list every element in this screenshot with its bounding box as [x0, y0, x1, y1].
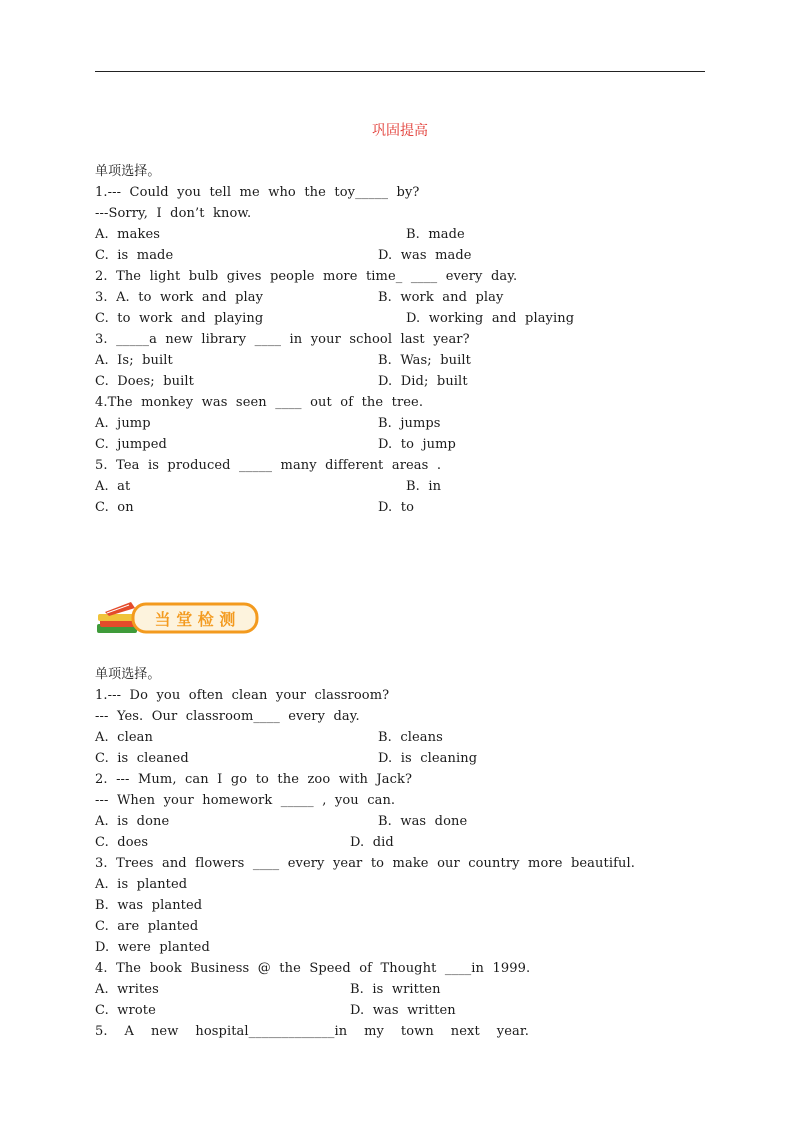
- option-b: B. was done: [378, 814, 468, 829]
- option-a: A. makes: [95, 227, 161, 242]
- option-b: B. jumps: [378, 416, 441, 431]
- question-reply: --- When your homework _____ , you can.: [95, 793, 396, 808]
- option-b: B. made: [406, 227, 465, 242]
- option-c: C. are planted: [95, 919, 199, 934]
- option-a: A. is done: [95, 814, 170, 829]
- option-c: C. on: [95, 500, 134, 515]
- option-a: 3. A. to work and play: [95, 290, 264, 305]
- option-b: B. is written: [350, 982, 441, 997]
- option-a: A. jump: [95, 416, 151, 431]
- question-stem: 5. Tea is produced _____ many different areas .: [95, 458, 442, 473]
- section-title: 巩固提高: [372, 123, 428, 139]
- question-stem: 4.The monkey was seen ____ out of the tree.: [95, 395, 424, 410]
- option-d: D. working and playing: [406, 311, 575, 326]
- option-c: C. is made: [95, 248, 174, 263]
- option-c: C. Does; built: [95, 374, 194, 389]
- question-reply: --- Yes. Our classroom____ every day.: [95, 709, 360, 724]
- question-stem: 5. A new hospital_____________in my town next year.: [95, 1024, 529, 1039]
- option-c: C. does: [95, 835, 149, 850]
- option-c: C. is cleaned: [95, 751, 189, 766]
- header-rule: [95, 71, 705, 72]
- option-d: D. to jump: [378, 437, 456, 452]
- question-stem: 2. --- Mum, can I go to the zoo with Jack?: [95, 772, 413, 787]
- section-banner: [95, 598, 259, 638]
- option-d: D. was made: [378, 248, 472, 263]
- question-stem: 2. The light bulb gives people more time_ ____ every day.: [95, 269, 518, 284]
- question-reply: ---Sorry, I don’t know.: [95, 206, 252, 221]
- option-d: D. were planted: [95, 940, 210, 955]
- option-a: A. at: [95, 479, 131, 494]
- question-stem: 1.--- Do you often clean your classroom?: [95, 688, 390, 703]
- question-stem: 3. Trees and flowers ____ every year to make our country more beautiful.: [95, 856, 635, 871]
- option-a: A. Is; built: [95, 353, 173, 368]
- option-d: D. to: [378, 500, 415, 515]
- option-b: B. in: [406, 479, 442, 494]
- option-c: C. to work and playing: [95, 311, 264, 326]
- option-a: A. writes: [95, 982, 159, 997]
- option-c: C. wrote: [95, 1003, 156, 1018]
- option-b: B. work and play: [378, 290, 504, 305]
- option-b: B. was planted: [95, 898, 203, 913]
- option-d: D. is cleaning: [378, 751, 478, 766]
- option-d: D. was written: [350, 1003, 456, 1018]
- option-a: A. clean: [95, 730, 153, 745]
- question-stem: 4. The book Business @ the Speed of Thought ____in 1999.: [95, 961, 531, 976]
- option-b: B. cleans: [378, 730, 443, 745]
- option-c: C. jumped: [95, 437, 167, 452]
- instruction: 单项选择。: [95, 667, 161, 682]
- instruction: 单项选择。: [95, 164, 161, 179]
- question-stem: 3. _____a new library ____ in your school last year?: [95, 332, 470, 347]
- option-d: D. Did; built: [378, 374, 468, 389]
- option-d: D. did: [350, 835, 394, 850]
- option-b: B. Was; built: [378, 353, 471, 368]
- option-a: A. is planted: [95, 877, 188, 892]
- banner-text: 当 堂 检 测: [154, 610, 236, 629]
- question-stem: 1.--- Could you tell me who the toy_____ by?: [95, 185, 420, 200]
